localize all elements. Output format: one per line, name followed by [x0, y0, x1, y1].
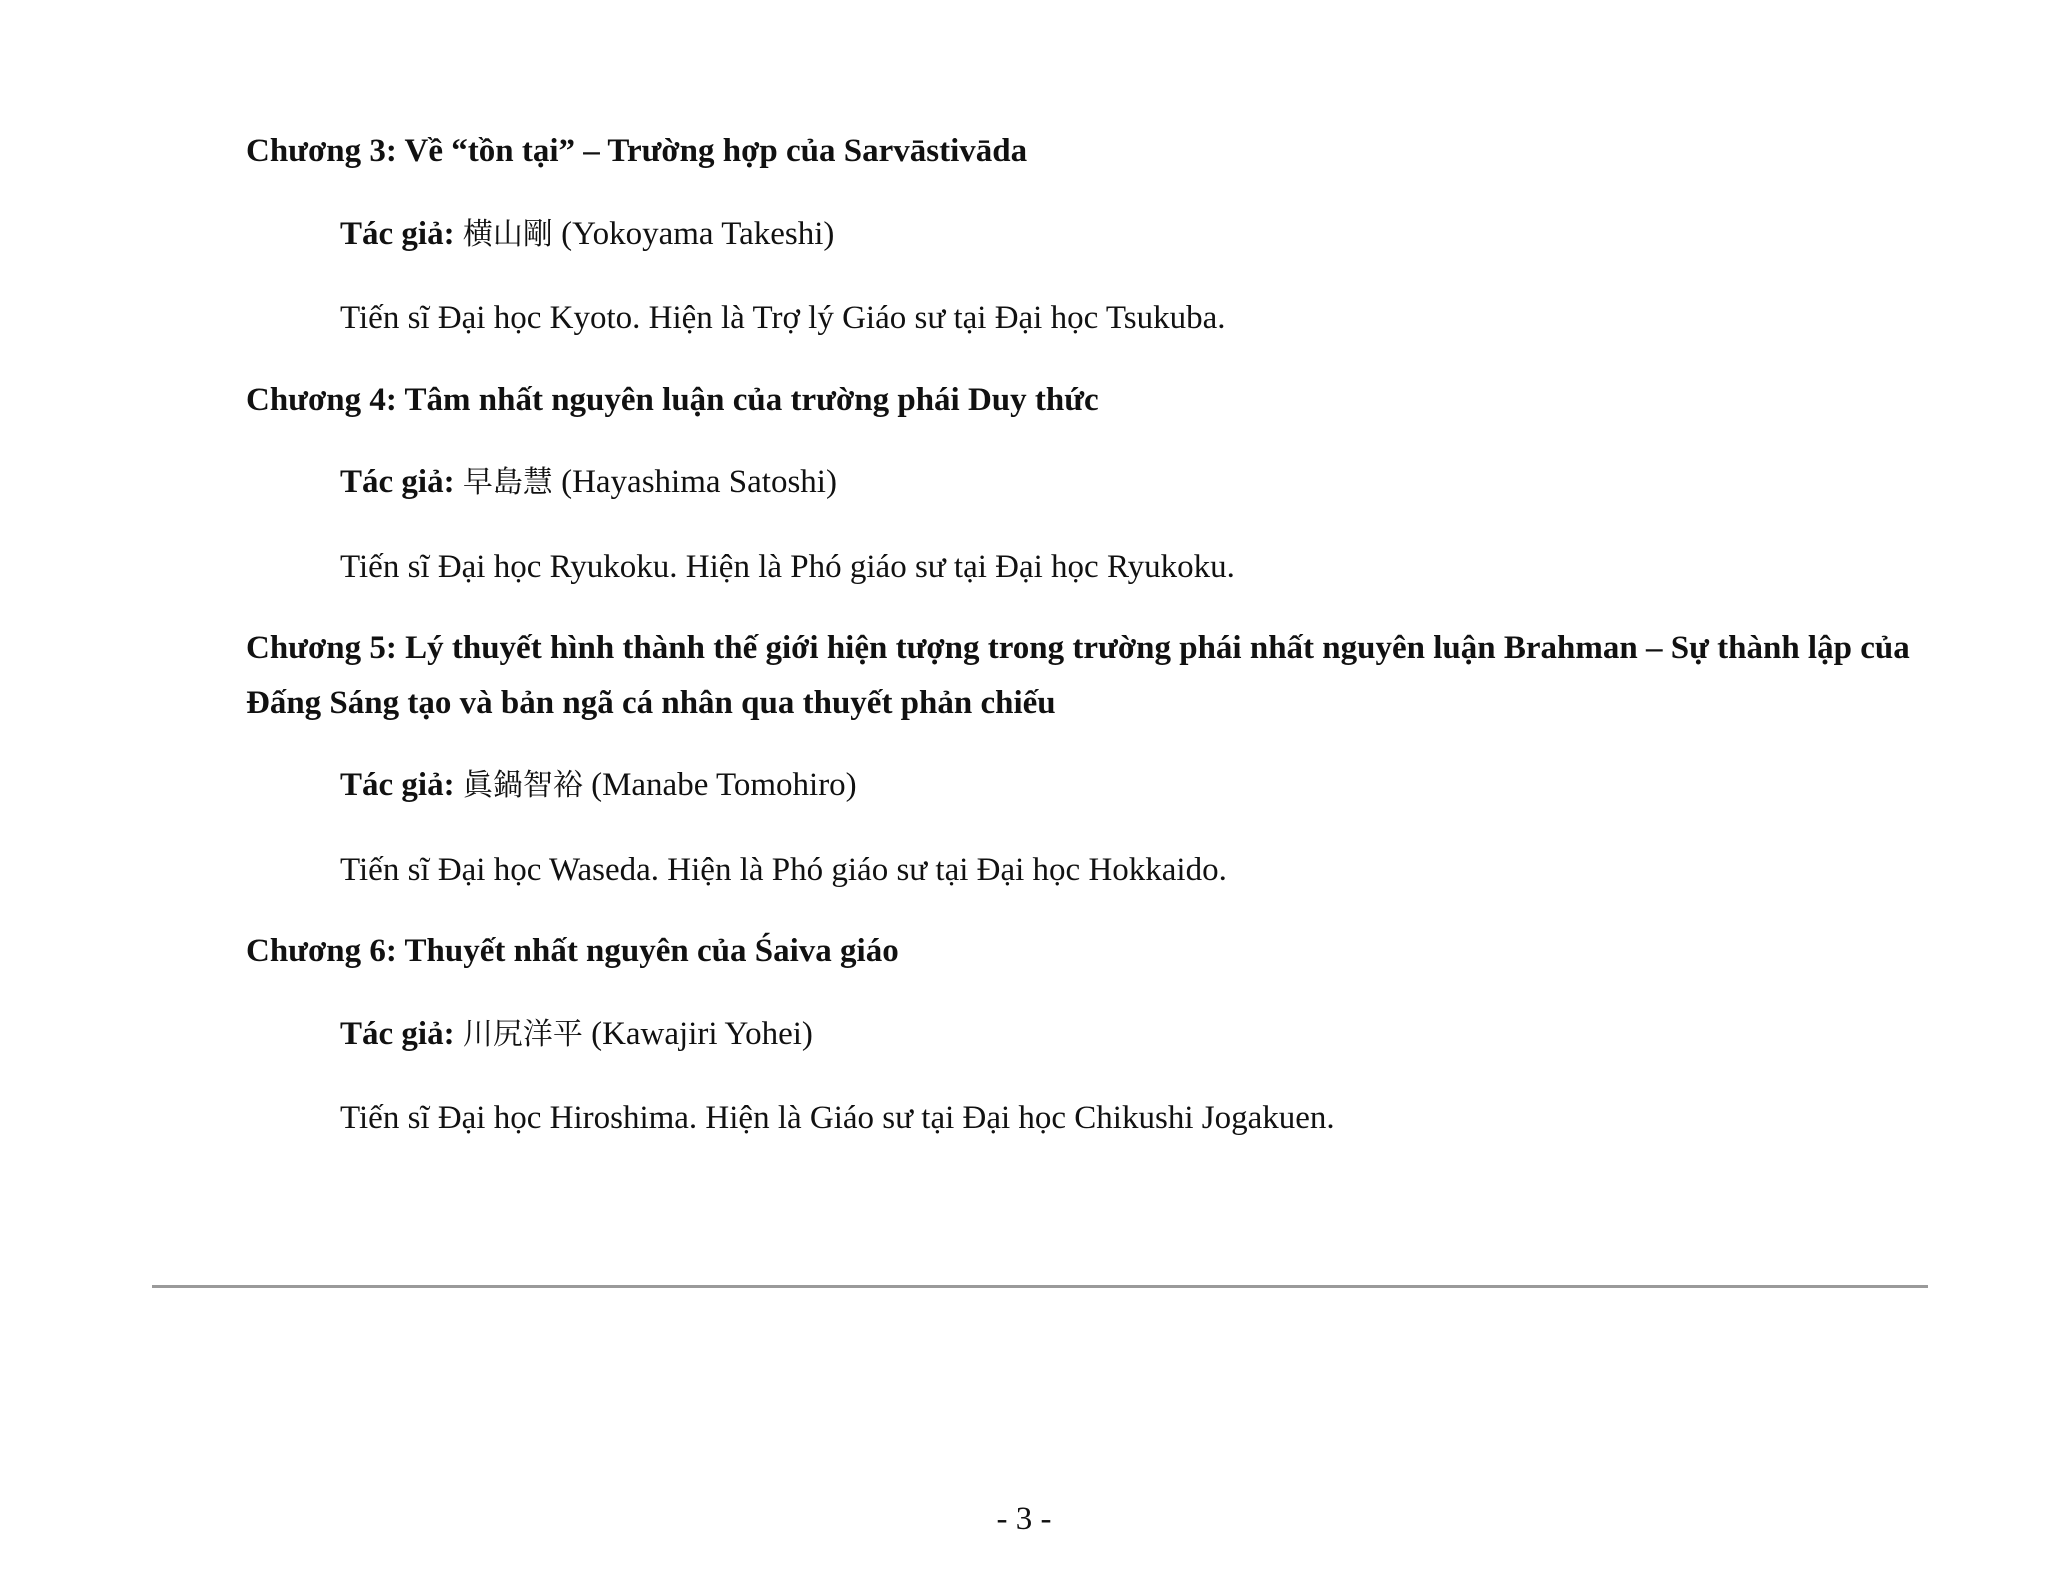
footer-divider — [152, 1285, 1928, 1288]
chapter-4-title: Chương 4: Tâm nhất nguyên luận của trường phái Duy thức — [246, 382, 1099, 418]
chapter-3-title: Chương 3: Về “tồn tại” – Trường hợp của Sarvāstivāda — [246, 133, 1028, 169]
author-name-romaji: (Hayashima Satoshi) — [561, 464, 837, 500]
chapter-6-title: Chương 6: Thuyết nhất nguyên của Śaiva giáo — [246, 933, 899, 969]
chapter-5-title: Chương 5: Lý thuyết hình thành thế giới hiện tượng trong trường phái nhất nguyên luận Brahman – Sự thành lập của Đấng Sáng tạo và bản ngã cá nhân qua thuyết phản chiếu — [246, 630, 1910, 721]
author-name-romaji: (Manabe Tomohiro) — [591, 767, 857, 803]
chapter-4-author — [340, 460, 837, 505]
author-name-romaji: (Yokoyama Takeshi) — [561, 216, 835, 252]
author-label: Tác giả: — [340, 767, 455, 803]
author-label: Tác giả: — [340, 464, 455, 500]
chapter-5-author — [340, 763, 857, 808]
chapter-3-author — [340, 212, 834, 257]
chapter-4-author-bio: Tiến sĩ Đại học Ryukoku. Hiện là Phó giáo sư tại Đại học Ryukoku. — [340, 549, 1235, 585]
author-name-cjk: 横山剛 — [462, 217, 553, 252]
author-name-cjk: 眞鍋智裕 — [462, 768, 583, 803]
author-name-cjk: 早島慧 — [462, 465, 553, 500]
author-label: Tác giả: — [340, 216, 455, 252]
author-label: Tác giả: — [340, 1016, 455, 1052]
author-name-cjk: 川尻洋平 — [462, 1017, 583, 1052]
chapter-6-author-bio: Tiến sĩ Đại học Hiroshima. Hiện là Giáo sư tại Đại học Chikushi Jogakuen. — [340, 1100, 1335, 1136]
page-number: - 3 - — [996, 1501, 1052, 1537]
chapter-6-author — [340, 1012, 813, 1057]
chapter-3-author-bio: Tiến sĩ Đại học Kyoto. Hiện là Trợ lý Giáo sư tại Đại học Tsukuba. — [340, 300, 1226, 336]
chapter-5-author-bio: Tiến sĩ Đại học Waseda. Hiện là Phó giáo sư tại Đại học Hokkaido. — [340, 852, 1227, 888]
author-name-romaji: (Kawajiri Yohei) — [591, 1016, 813, 1052]
